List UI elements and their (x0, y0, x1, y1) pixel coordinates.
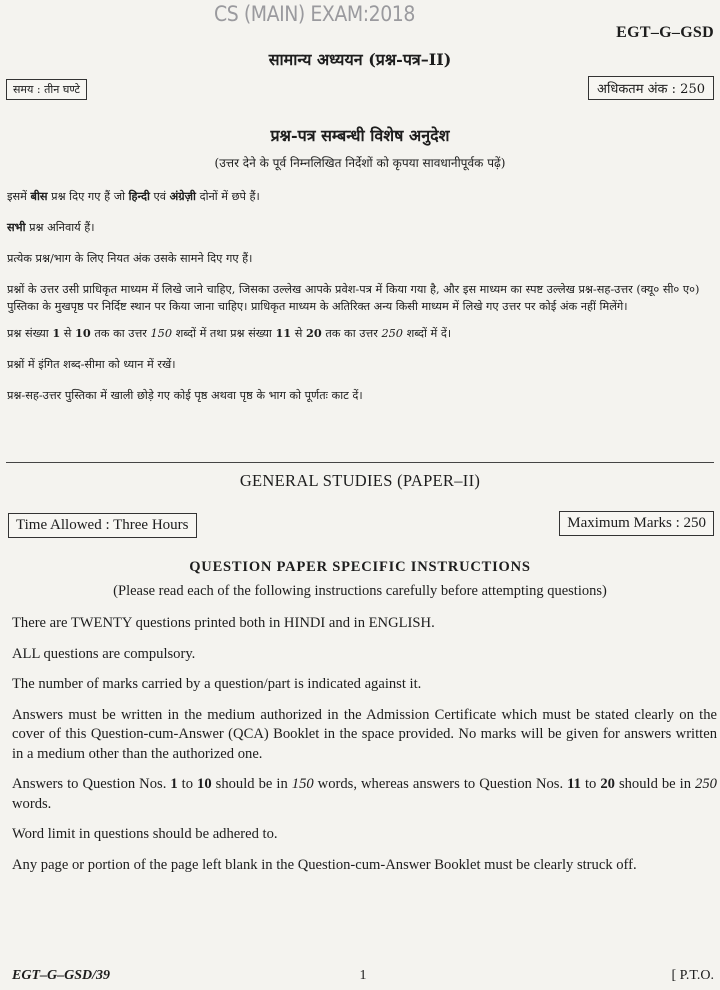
hindi-instructions-subheading: (उत्तर देने के पूर्व निम्नलिखित निर्देशों को कृपया सावधानीपूर्वक पढ़ें) (214, 156, 506, 170)
hindi-instruction-1: इसमें बीस प्रश्न दिए गए हैं जो हिन्दी एवं अंग्रेज़ी दोनों में छपे हैं। (7, 189, 260, 203)
hindi-instructions (7, 188, 714, 418)
hindi-instruction-2: सभी प्रश्न अनिवार्य हैं। (7, 220, 95, 234)
hindi-time-allowed: समय : तीन घण्टे (6, 79, 87, 100)
hindi-instructions-heading: प्रश्न-पत्र सम्बन्धी विशेष अनुदेश (270, 126, 450, 145)
english-instruction-7: Any page or portion of the page left blank in the Question-cum-Answer Booklet must be clearly struck off. (12, 856, 637, 873)
english-instruction-1: There are TWENTY questions printed both in HINDI and in ENGLISH. (12, 615, 435, 631)
hindi-max-marks: अधिकतम अंक : 250 (588, 76, 714, 100)
english-instructions-subheading: (Please read each of the following instructions carefully before attempting questions) (113, 583, 607, 599)
hindi-instruction-7: प्रश्न-सह-उत्तर पुस्तिका में खाली छोड़े गए कोई पृष्ठ अथवा पृष्ठ के भाग को पूर्णतः काट दें। (7, 389, 363, 402)
english-instructions (12, 614, 717, 886)
hindi-instruction-6: प्रश्नों में इंगित शब्द-सीमा को ध्यान में रखें। (7, 358, 176, 371)
english-instruction-2: ALL questions are compulsory. (12, 645, 196, 662)
pto-label: [ P.T.O. (671, 968, 714, 983)
english-time-allowed: Time Allowed : Three Hours (8, 513, 197, 538)
hindi-instruction-3: प्रत्येक प्रश्न/भाग के लिए नियत अंक उसके सामने दिए गए हैं। (7, 252, 253, 265)
hindi-instruction-5: प्रश्न संख्या 1 से 10 तक का उत्तर 150 शब्दों में तथा प्रश्न संख्या 11 से 20 तक का उत्तर 250 शब्दों में दें। (7, 326, 452, 340)
page-number: 1 (359, 968, 367, 983)
section-divider (6, 462, 714, 463)
exam-stamp: CS (MAIN) EXAM:2018 (214, 2, 415, 26)
english-instruction-4: Answers must be written in the medium authorized in the Admission Certificate which must be stated clearly on the cover of this Question-cum-Answer (QCA) Booklet in the space provided. No marks will be given for answers written in a medium other than the authorized one. (12, 706, 717, 762)
english-instruction-5: Answers to Question Nos. 1 to 10 should be in 150 words, whereas answers to Question Nos. 11 to 20 should be in 250 words. (12, 776, 717, 812)
hindi-instruction-4: प्रश्नों के उत्तर उसी प्राधिकृत माध्यम में लिखे जाने चाहिए, जिसका उल्लेख आपके प्रवेश-पत्र में किया गया है, और इस माध्यम का स्पष्ट उल्लेख प्रश्न-सह-उत्तर (क्यू० सी० ए०) पुस्तिका के मुखपृष्ठ पर निर्दिष्ट स्थान पर किया जाना चाहिए। प्राधिकृत माध्यम के अतिरिक्त अन्य किसी माध्यम में लिखे गए उत्तर पर कोई अंक नहीं मिलेंगे। (7, 283, 700, 313)
hindi-paper-title: सामान्य अध्ययन (प्रश्न-पत्र–II) (268, 50, 452, 69)
english-paper-title: GENERAL STUDIES (PAPER–II) (239, 471, 481, 490)
footer-paper-code: EGT–G–GSD/39 (12, 968, 111, 983)
english-instruction-6: Word limit in questions should be adhered to. (12, 826, 278, 842)
paper-code: EGT–G–GSD (616, 24, 714, 41)
english-max-marks: Maximum Marks : 250 (559, 511, 714, 536)
english-instruction-3: The number of marks carried by a question/part is indicated against it. (12, 676, 422, 692)
english-instructions-heading: QUESTION PAPER SPECIFIC INSTRUCTIONS (189, 559, 531, 575)
